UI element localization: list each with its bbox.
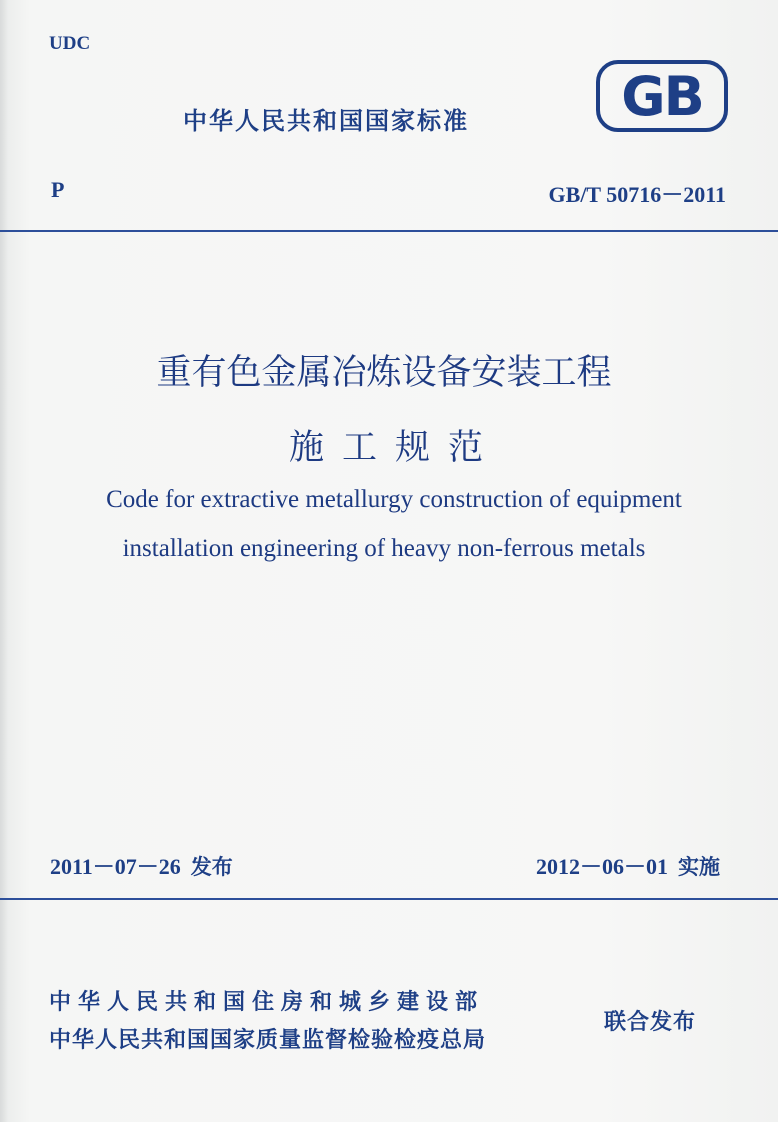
title-zh-line1: 重有色金属冶炼设备安装工程: [156, 353, 612, 393]
issue-label: 发布: [190, 855, 233, 879]
implement-date-block: [536, 850, 720, 881]
classification-code: P: [51, 177, 65, 202]
gb-logo-icon: [596, 60, 728, 132]
bottom-divider: [0, 898, 778, 900]
udc-label: UDC: [49, 33, 91, 54]
gb-logo-text: GB: [621, 65, 703, 128]
title-en-line2: installation engineering of heavy non-ferrous metals: [122, 535, 646, 562]
issuer-ministry-housing: 中华人民共和国住房和城乡建设部: [49, 990, 485, 1015]
national-standard-heading: 中华人民共和国国家标准: [183, 107, 469, 135]
issue-date-block: [50, 850, 233, 881]
implement-label: 实施: [678, 855, 720, 879]
title-en-line1: Code for extractive metallurgy construction of equipment: [106, 486, 682, 513]
standard-number: GB/T 50716－2011: [548, 182, 726, 207]
issuer-aqsiq: 中华人民共和国国家质量监督检验检疫总局: [49, 1028, 487, 1053]
joint-issue-label: 联合发布: [604, 1010, 697, 1035]
title-zh-line2: 施工规范: [288, 428, 501, 468]
issue-date: 2011－07－26: [50, 854, 181, 879]
implement-date: 2012－06－01: [535, 854, 668, 879]
top-divider: [0, 230, 778, 232]
